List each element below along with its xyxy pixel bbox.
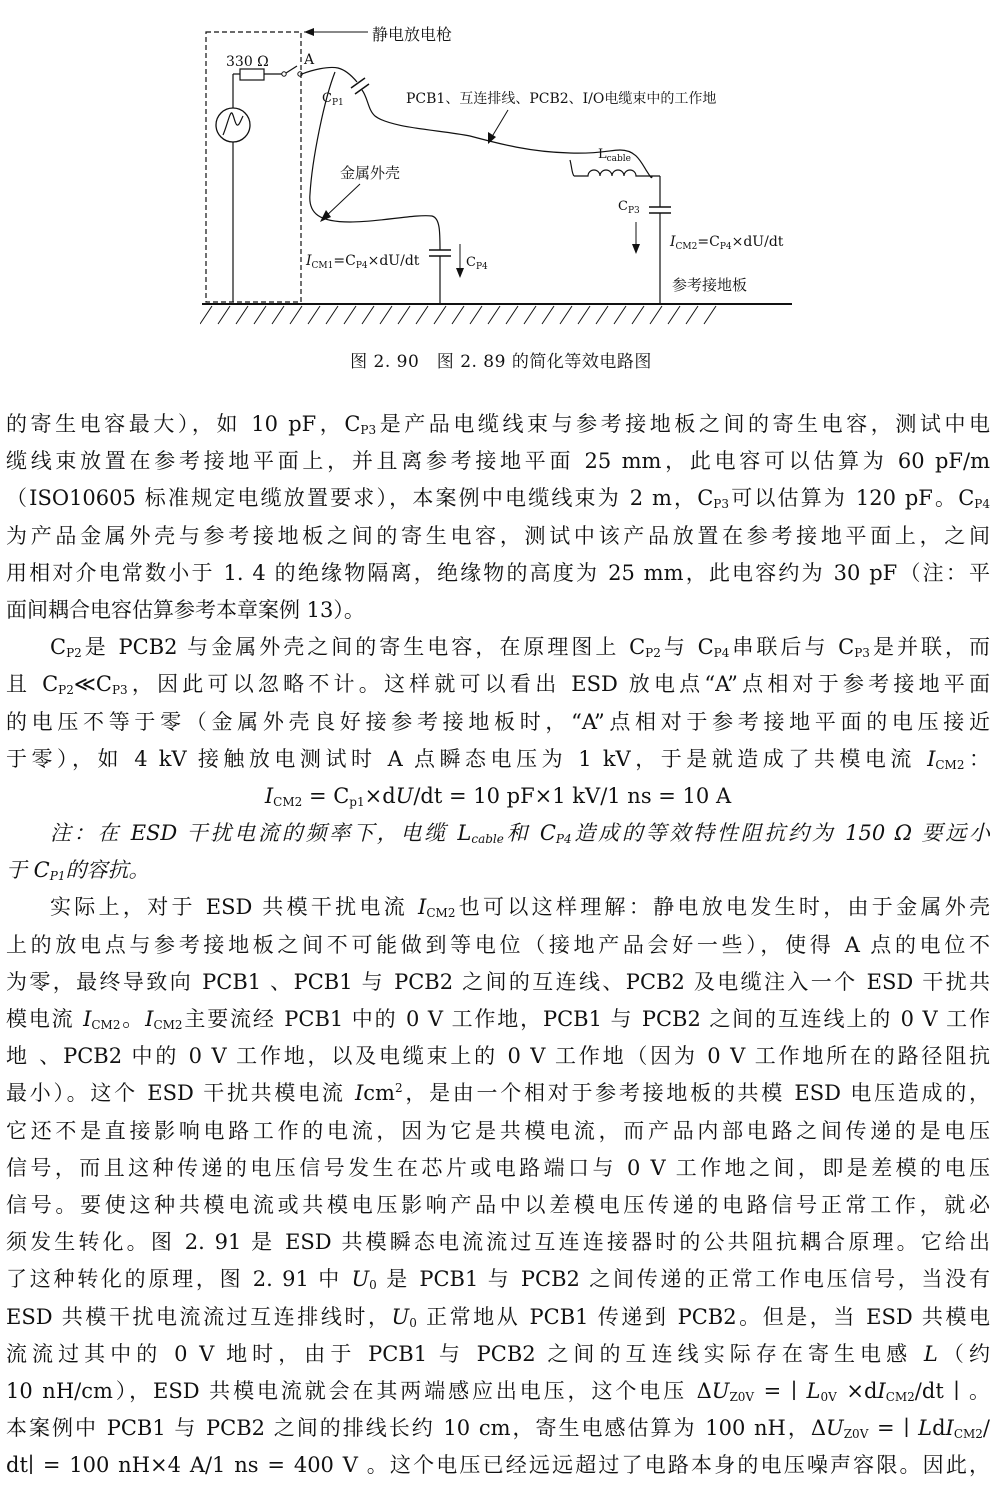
text-line: 用相对介电常数小于 1. 4 的绝缘物隔离，绝缘物的高度为 25 mm，此电容约为 30 pF（注：平 [6,560,990,585]
ref-plate-label: 参考接地板 [672,276,748,294]
text-line: 且 $C_{P2}≪C_{P3}$，因此可以忽略不计。这样就可以看出 ESD 放电点“A”点相对于参考接地平面 [6,672,990,698]
figure-caption: 图 2. 90 图 2. 89 的简化等效电路图 [350,352,652,372]
equation-line: $I_{CM2} = C_{p1}\times dU/dt = 10$ pF×1 kV/1 ns = 10 A [264,783,732,809]
text-line: 最小）。这个 ESD 干扰共模电流 Icm$^2$，是由一个相对于参考接地板的共模 ESD 电压造成的， [6,1081,990,1106]
cp3-label: $C_{P3}$ [618,199,640,216]
note-line: 注：在 ESD 干扰电流的频率下，电缆 $L_{cable}$和 $C_{P4}$造成的等效特性阻抗约为 150 Ω 要远小 [50,821,990,847]
point-a-label: A [304,52,315,68]
text-line: 为产品金属外壳与参考接地板之间的寄生电容，测试中该产品放置在参考接地平面上，之间 [6,523,990,548]
text-line: 信号。要使这种共模电流或共模电压影响产品中以差模电压传递的电路信号正常工作，就必 [6,1192,990,1217]
text-line: 10 nH/cm），ESD 共模电流就会在其两端感应出电压，这个电压 $\Delta U_{Z0V}$ = ∣ $L_{0V} \times dI_{CM2}/dt$ ∣ 。 [6,1378,990,1404]
esd-gun-label: 静电放电枪 [372,25,453,44]
text-line: （ISO10605 标准规定电缆放置要求），本案例中电缆线束为 2 m，$C_{P3}$可以估算为 120 pF。$C_{P4}$ [6,486,990,512]
icm1-formula: $I_{CM1}=C_{P4}\times dU/dt$ [306,253,420,271]
text-line: 上的放电点与参考接地板之间不可能做到等电位（接地产品会好一些），使得 A 点的电位不 [6,932,990,957]
icm2-formula: $I_{CM2}=C_{P4}\times dU/dt$ [670,234,784,252]
metal-case-label: 金属外壳 [340,164,401,182]
text-line: 了这种转化的原理，图 2. 91 中 $U_0$ 是 PCB1 与 PCB2 之间传递的正常工作电压信号，当没有 [6,1267,990,1293]
text-line: 实际上，对于 ESD 共模干扰电流 $I_{CM2}$也可以这样理解：静电放电发生时，由于金属外壳 [50,895,990,921]
body-text [6,406,990,1484]
esd-source-symbol [216,108,250,142]
text-line: dt∣ = 100 nH×4 A/1 ns = 400 V 。这个电压已经远远超过了电路本身的电压噪声容限。因此， [6,1453,990,1478]
text-line: 地 、PCB2 中的 0 V 工作地，以及电缆束上的 0 V 工作地（因为 0 V 工作地所在的路径阻抗 [6,1044,990,1069]
text-line: 的寄生电容最大），如 10 pF，$C_{P3}$是产品电缆线束与参考接地板之间的寄生电容，测试中电 [6,412,990,437]
note-line: 于 $C_{P1}$的容抗。 [6,858,150,884]
text-line: 须发生转化。图 2. 91 是 ESD 共模瞬态电流流过互连连接器时的公共阻抗耦合原理。它给出 [6,1230,990,1255]
text-line: 信号，而且这种传递的电压信号发生在芯片或电路端口与 0 V 工作地之间，即是差模的电压 [6,1155,990,1180]
text-line: 本案例中 PCB1 与 PCB2 之间的排线长约 10 cm，寄生电感估算为 100 nH，$\Delta U_{Z0V}$ = ∣ LdI$_{CM2}$/ [6,1416,990,1442]
text-line: 缆线束放置在参考接地平面上，并且离参考接地平面 25 mm，此电容可以估算为 60 pF/m [6,449,990,474]
lcable-label: $L_{cable}$ [598,147,632,164]
pcb-path-label: PCB1、互连排线、PCB2、I/O电缆束中的工作地 [406,91,717,107]
cp1-label: $C_{P1}$ [322,91,344,108]
text-line: 流流过其中的 0 V 地时，由于 PCB1 与 PCB2 之间的互连线实际存在寄生电感 L（约 [6,1341,990,1366]
text-line: 于零），如 4 kV 接触放电测试时 A 点瞬态电压为 1 kV，于是就造成了共模电流 $I_{CM2}$： [6,746,990,772]
text-line: ESD 共模干扰电流流过互连排线时，$U_0$ 正常地从 PCB1 传递到 PCB2。但是，当 ESD 共模电 [6,1304,990,1330]
resistor-symbol [240,69,264,80]
cp4-label: $C_{P4}$ [466,255,488,272]
text-line: $C_{P2}$是 PCB2 与金属外壳之间的寄生电容，在原理图上 $C_{P2}$与 $C_{P4}$串联后与 $C_{P3}$是并联，而 [50,635,990,661]
equivalent-circuit-figure [200,10,810,335]
text-line: 的电压不等于零（金属外壳良好接参考接地板时，“A”点相对于参考接地平面的电压接近 [6,709,990,734]
text-line: 面间耦合电容估算参考本章案例 13）。 [6,597,365,622]
text-line: 模电流 $I_{CM2}$。$I_{CM2}$主要流经 PCB1 中的 0 V 工作地，PCB1 与 PCB2 之间的互连线上的 0 V 工作 [6,1007,990,1032]
resistor-label: 330 Ω [226,54,269,70]
text-line: 它还不是直接影响电路工作的电流，因为它是共模电流，而产品内部电路之间传递的是电压 [6,1118,990,1143]
text-line: 为零，最终导致向 PCB1 、PCB1 与 PCB2 之间的互连线、PCB2 及电缆注入一个 ESD 干扰共 [6,969,990,994]
